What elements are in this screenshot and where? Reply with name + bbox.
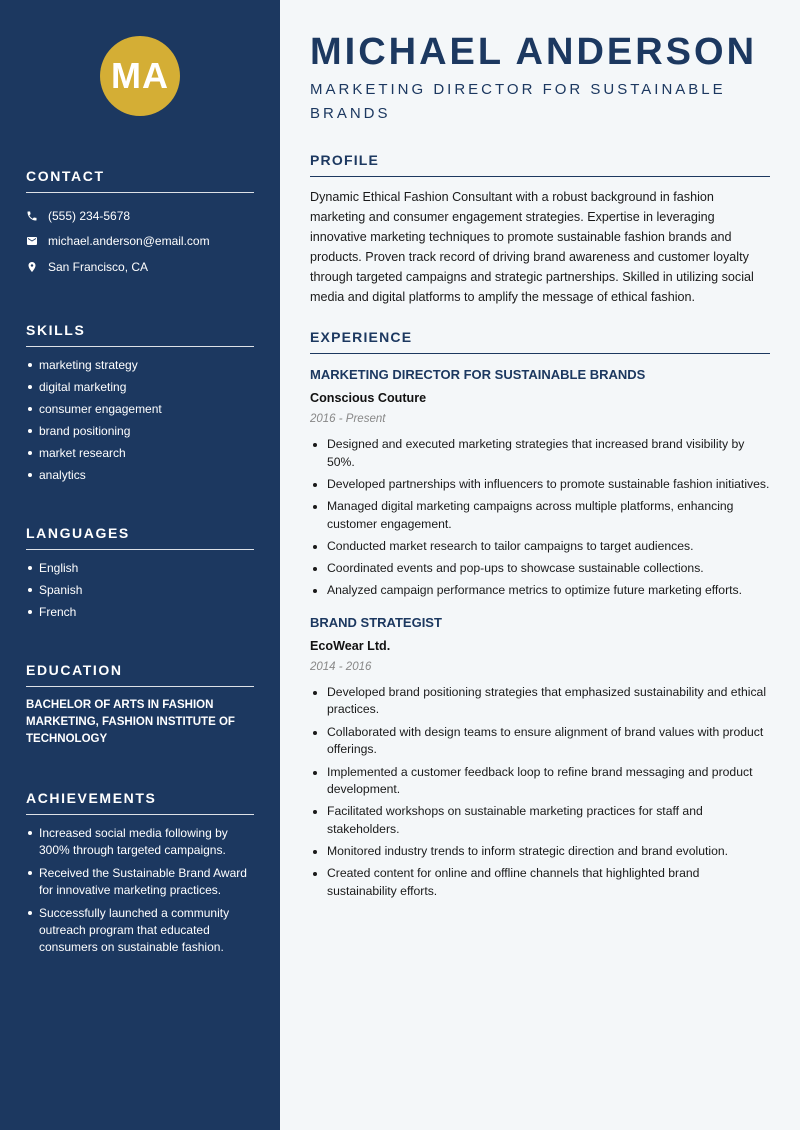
job-bullet: Monitored industry trends to inform strategic direction and brand evolution.	[310, 843, 770, 861]
education-heading: EDUCATION	[26, 662, 254, 687]
profile-text: Dynamic Ethical Fashion Consultant with a robust background in fashion marketing and consumer engagement strategies. Expertise in leveraging innovative marketing techniques to promote sustainable fashion brands and products. Proven track record of driving brand awareness and customer loyalty through targeted campaigns and strategic partnerships. Skilled in utilizing social media and digital platforms to amplify the message of ethical fashion.	[310, 190, 754, 304]
mail-icon	[26, 235, 38, 247]
languages-list	[26, 560, 254, 620]
language-item: English	[26, 560, 254, 576]
job-bullet: Implemented a customer feedback loop to refine brand messaging and product development.	[310, 764, 770, 799]
avatar: MA	[100, 36, 180, 116]
candidate-title: MARKETING DIRECTOR FOR SUSTAINABLE BRANDS	[310, 81, 726, 122]
job-bullets	[310, 436, 770, 600]
skill-item: digital marketing	[26, 379, 254, 395]
language-item: French	[26, 604, 254, 620]
job-title: MARKETING DIRECTOR FOR SUSTAINABLE BRANDS	[310, 367, 646, 382]
skill-item: consumer engagement	[26, 401, 254, 417]
experience-section	[310, 329, 770, 900]
location-text: San Francisco, CA	[48, 259, 149, 274]
job-bullet: Managed digital marketing campaigns across multiple platforms, enhancing customer engagement.	[310, 498, 770, 533]
job-company: EcoWear Ltd.	[310, 638, 391, 653]
skills-section	[26, 322, 254, 483]
job-bullet: Collaborated with design teams to ensure alignment of brand values with product offerings.	[310, 724, 770, 759]
job-dates: 2016 - Present	[310, 413, 386, 425]
contact-heading: CONTACT	[26, 168, 254, 193]
contact-phone	[26, 203, 254, 229]
job-bullet: Analyzed campaign performance metrics to optimize future marketing efforts.	[310, 582, 770, 600]
job-bullet: Developed partnerships with influencers to promote sustainable fashion initiatives.	[310, 476, 770, 494]
job-company: Conscious Couture	[310, 391, 427, 405]
skill-item: marketing strategy	[26, 357, 254, 373]
contact-section	[26, 168, 254, 280]
job-bullet: Conducted market research to tailor campaigns to target audiences.	[310, 538, 770, 556]
languages-heading: LANGUAGES	[26, 525, 254, 550]
sidebar	[0, 0, 280, 1130]
achievement-item: Successfully launched a community outreach program that educated consumers on sustainable fashion.	[26, 905, 254, 956]
achievement-item: Received the Sustainable Brand Award for innovative marketing practices.	[26, 865, 254, 899]
main-content	[280, 0, 800, 1130]
education-section	[26, 662, 254, 748]
job-entry	[310, 366, 770, 600]
location-pin-icon	[26, 261, 38, 273]
skills-heading: SKILLS	[26, 322, 254, 347]
education-entry: BACHELOR OF ARTS IN FASHION MARKETING, FASHION INSTITUTE OF TECHNOLOGY	[26, 698, 235, 745]
skill-item: brand positioning	[26, 423, 254, 439]
email-text: michael.anderson@email.com	[48, 234, 210, 249]
phone-text: (555) 234-5678	[48, 208, 131, 223]
job-bullet: Facilitated workshops on sustainable marketing practices for staff and stakeholders.	[310, 803, 770, 838]
profile-heading: PROFILE	[310, 152, 770, 177]
candidate-name: MICHAEL ANDERSON	[310, 31, 758, 73]
contact-location	[26, 254, 254, 280]
achievement-item: Increased social media following by 300% through targeted campaigns.	[26, 825, 254, 859]
skill-item: market research	[26, 445, 254, 461]
phone-icon	[26, 210, 38, 222]
achievements-heading: ACHIEVEMENTS	[26, 790, 254, 815]
job-dates: 2014 - 2016	[310, 660, 372, 673]
experience-heading: EXPERIENCE	[310, 329, 770, 354]
job-entry	[310, 614, 770, 900]
contact-email	[26, 229, 254, 255]
job-bullet: Developed brand positioning strategies that emphasized sustainability and ethical practices.	[310, 684, 770, 719]
job-title: BRAND STRATEGIST	[310, 614, 442, 630]
job-bullet: Created content for online and offline channels that highlighted brand sustainability efforts.	[310, 865, 770, 900]
achievements-list	[26, 825, 254, 956]
job-bullet: Coordinated events and pop-ups to showcase sustainable collections.	[310, 560, 770, 578]
job-bullets	[310, 684, 770, 900]
languages-section	[26, 525, 254, 620]
achievements-section	[26, 790, 254, 956]
profile-section	[310, 152, 770, 307]
skills-list	[26, 357, 254, 483]
job-bullet: Designed and executed marketing strategies that increased brand visibility by 50%.	[310, 436, 770, 471]
skill-item: analytics	[26, 467, 254, 483]
language-item: Spanish	[26, 582, 254, 598]
